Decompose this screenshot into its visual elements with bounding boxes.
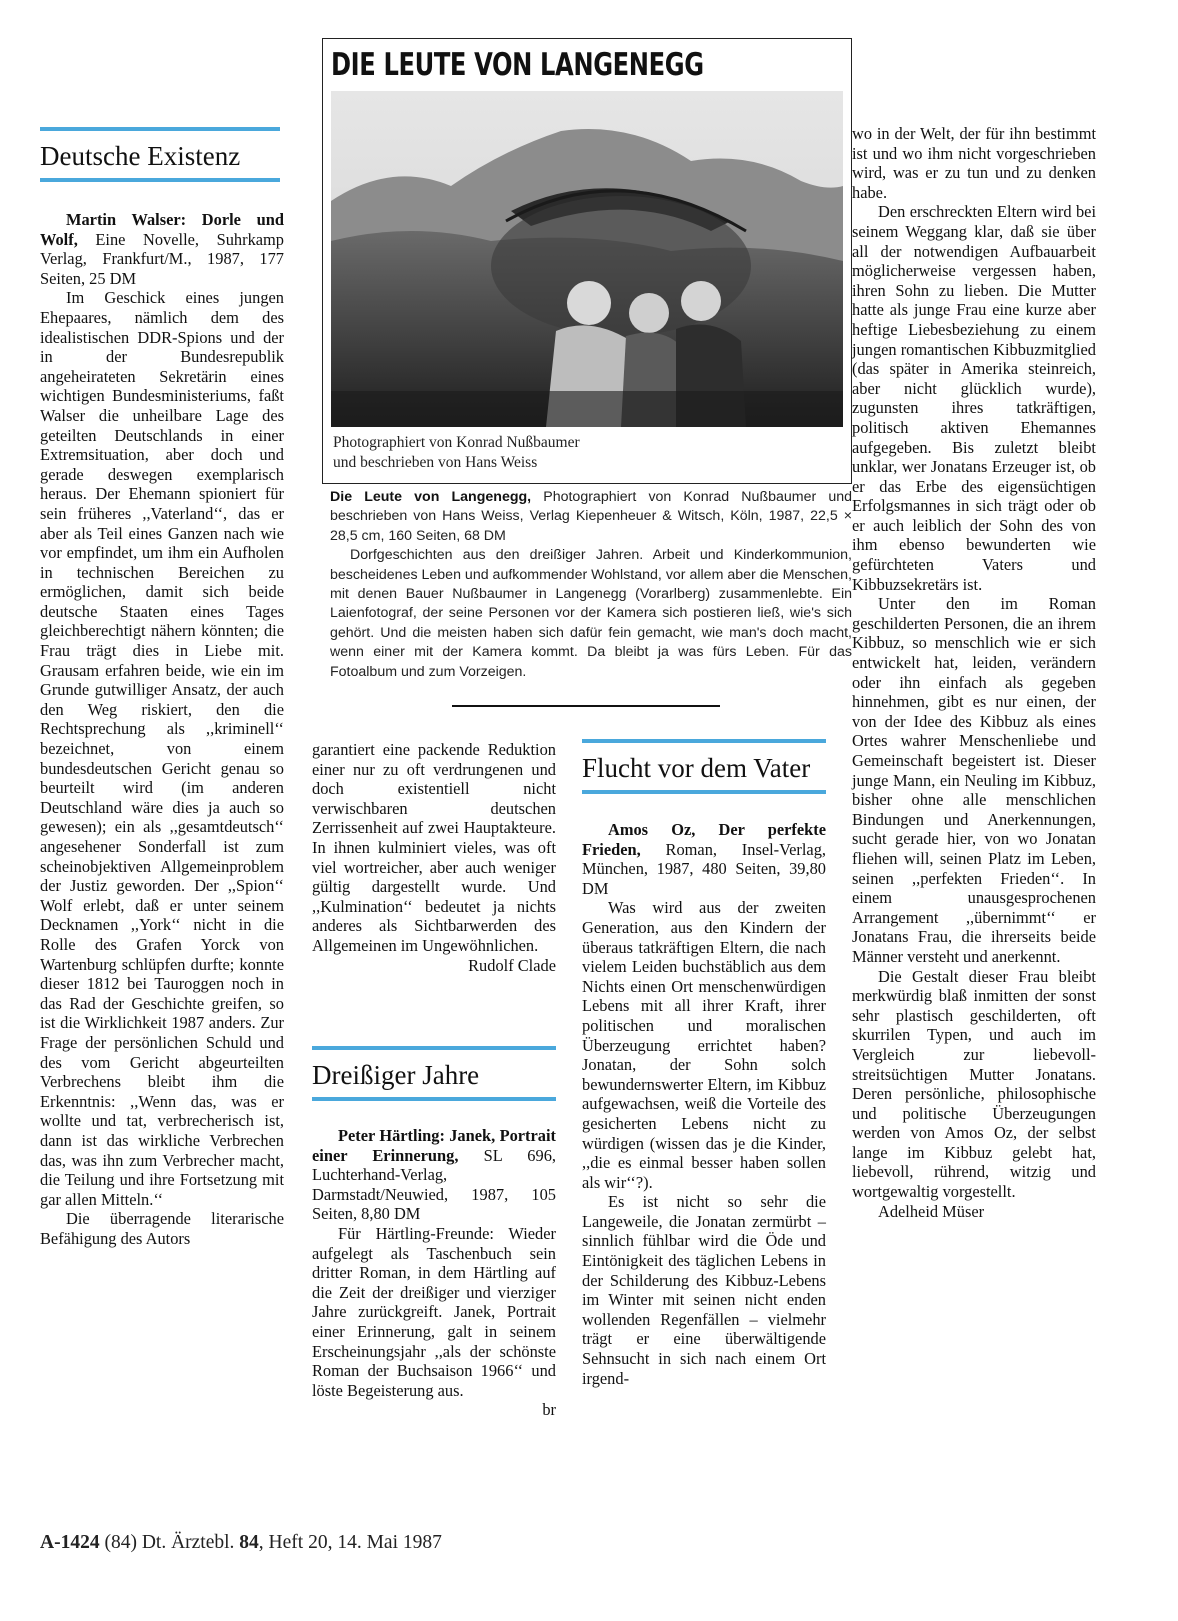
heading-rule-bottom [312,1097,556,1101]
langenegg-review [330,488,852,682]
author-signature: br [542,1400,556,1420]
section-heading-dreissiger-jahre [312,1046,556,1101]
separator-line [452,705,720,707]
bibliography-title: Peter Härtling: Janek, Portrait einer Erinnerung, [312,1126,556,1165]
column-2 [312,740,556,975]
paragraph: garantiert eine packende Reduktion einer nur zu oft verdrungenen und doch existentiell nicht verwischbaren deutschen Zerrissenheit auf zwei Hauptakteure. In ihnen kulminiert vieles, was oft viel wortreicher, aber auch weniger gültig dargestellt wurde. Und ,,Kulmination‘‘ bedeutet ja nichts anderes als Sichtbarwerden des Allgemeinen im Ungewöhnlichen. [312,740,556,955]
paragraph: Für Härtling-Freunde: Wieder aufgelegt als Taschenbuch sein dritter Roman, in dem Härtling auf die Zeit der dreißiger und vierziger Jahre zurückgreift. Janek, Portrait einer Erinnerung, galt in seinem Erscheinungsjahr ,,als der schönste Roman der Buchsaison 1966‘‘ und löste Begeisterung aus. [312,1223,556,1400]
author-signature: Adelheid Müser [878,1201,985,1221]
bibliography-details: Photographiert von Konrad Nußbaumer und beschrieben von Hans Weiss, Verlag Kiepenheuer & Witsch, Köln, 1987, 22,5 × 28,5 cm, 160 Seiten, 68 DM [330,489,853,544]
section-heading-flucht-vor-dem-vater [582,739,826,794]
column-1 [40,210,284,1248]
photo-box [322,38,852,484]
paragraph: Die Gestalt dieser Frau bleibt merkwürdig blaß inmitten der sonst sehr plastisch geschilderten, oft skurrilen Typen, und auch im Vergleich zur liebevoll-streitsüchtigen Mutter Jonatans. Deren persönliche, philosophische und politische Überzeugungen werden von Amos Oz, der selbst lange im Kibbuz gelebt hat, liebevoll, rührend, witzig und wortgewaltig vorgestellt. [852,966,1096,1202]
journal-issue: , Heft 20, 14. Mai 1987 [258,1532,442,1553]
paragraph: wo in der Welt, der für ihn bestimmt ist und wo ihm nicht vorgeschrieben wird, was er zu tun und zu denken habe. [852,124,1096,202]
paragraph: Die überragende literarische Befähigung des Autors [40,1209,284,1248]
page-footer [40,1532,442,1554]
photo-title: DIE LEUTE VON LANGENEGG [331,47,704,83]
bibliography-details: SL 696, Luchterhand-Verlag, Darmstadt/Neuwied, 1987, 105 Seiten, 8,80 DM [312,1145,556,1224]
photo-caption [333,433,580,473]
paragraph: Unter den im Roman geschilderten Personen, die an ihrem Kibbuz, so menschlich wie er sich entwickelt hat, leiden, verändern oder ihn einfach als gegeben hinnehmen, gibt es nur einen, der von der Idee des Kibbuz als eines Ortes wahrer Menschenliebe und Gemeinschaft begeistert ist. Dieser junge Mann, ein Neuling im Kibbuz, bisher ohne alle menschlichen Bindungen und Anerkennungen, sucht gerade hier, von wo Jonatan fliehen will, seinen Platz im Leben, seinen ,,perfekten Frieden‘‘. In einem unausgesprochenen Arrangement ,,übernimmt‘‘ er Jonatans Frau, die ihrerseits beide Männer versteht und anerkennt. [852,594,1096,966]
paragraph: Es ist nicht so sehr die Langeweile, die Jonatan zermürbt – sinnlich fühlbar wird die Öde und Eintönigkeit des täglichen Lebens in der Schilderung des Kibbuz-Lebens im Winter mit seinen nicht enden wollenden Regenfällen – vielmehr trägt er eine überwältigende Sehnsucht in sich nach einem Ort irgend- [582,1192,826,1388]
heading-text: Deutsche Existenz [40,141,241,171]
bibliography-title: Martin Walser: Dorle und Wolf, [40,210,284,249]
photo-caption-line: und beschrieben von Hans Weiss [333,454,538,471]
bibliography-title: Amos Oz, Der perfekte Frieden, [582,820,826,859]
heading-rule-bottom [582,790,826,794]
column-4 [852,124,1096,1221]
bibliography-details: Eine Novelle, Suhrkamp Verlag, Frankfurt/M., 1987, 177 Seiten, 25 DM [40,229,284,288]
paragraph: Den erschreckten Eltern wird bei seinem Weggang klar, daß sie über all der notwendigen Aufbauarbeit möglicherweise vergessen haben, ihren Sohn zu lieben. Die Mutter hatte als junge Frau eine kurze aber heftige Liebesbeziehung zu einem jungen romantischen Kibbuzmitglied (das später in Amerika steinreich, aber nicht glücklich wurde), zugunsten ihres tatkräftigen, politisch aktiven Ehemannes aufgegeben. Bis zuletzt bleibt unklar, wer Jonatans Erzeuger ist, ob er das Erbe des eigensüchtigen Erfolgsmannes in sich trägt oder ob er auch leiblich der Sohn des von ihm ebenso bewunderten wie gefürchteten Vaters und Kibbuzsekretärs ist. [852,202,1096,594]
column-3 [582,820,826,1388]
paragraph: Was wird aus der zweiten Generation, aus den Kindern der überaus tatkräftigen Eltern, die nach vielem Leiden buchstäblich aus dem Nichts einen Ort menschenwürdigen Lebens mit all ihrer Kraft, ihrer politischen und moralischen Überzeugung errichtet haben? Jonatan, der Sohn solch bewundernswerter Eltern, im Kibbuz aufgewachsen, weiß die Vorteile des gesicherten Lebens nicht zu würdigen (wissen das je die Kinder, ,,die es einmal besser haben sollen als wir‘‘?). [582,898,826,1192]
heading-text: Flucht vor dem Vater [582,753,811,783]
heading-rule-bottom [40,178,280,182]
bibliography-details: Roman, Insel-Verlag, München, 1987, 480 Seiten, 39,80 DM [582,839,826,898]
paragraph: Im Geschick eines jungen Ehepaares, nämlich dem des idealistischen DDR-Spions und der in der Bundesrepublik angeheirateten Sekretärin eines wichtigen Bundesministeriums, faßt Walser die unheilbare Lage des geteilten Deutschlands in einer Extremsituation, aber doch und gerade deswegen exemplarisch heraus. Der Ehemann spioniert für sein früheres ,,Vaterland‘‘, das er aber als Teil eines Ganzen nach wie vor empfindet, um ihm ein Aufholen in technischen Bereichen zu ermöglichen, damit sich beide deutsche Staaten eines Tages gleichberechtigt nähern könnten; die Frau trägt dies in Liebe mit. Grausam erfahren beide, wie ein im Grunde gutwilliger Ansatz, der auch den Weg riskiert, den die Rechtsprechung als ,,kriminell‘‘ bezeichnet, von einem bundesdeutschen Gericht genau so beurteilt wird (im anderen Deutschland wäre dies ja auch so gewesen); ein als ,,gesamtdeutsch‘‘ angesehener Sonderfall ist zum scheinobjektiven Allgemeinproblem der Justiz geworden. Der ,,Spion‘‘ Wolf erlebt, daß er unter seinem Decknamen ,,York‘‘ nicht in die Rolle des Grafen Yorck von Wartenburg schlüpfen durfte; konnte dieser 1812 bei Tauroggen noch in das Rad der Geschichte greifen, so ist die Wirklichkeit 1987 anders. Zur Frage der persönlichen Schuld und des vom Gericht abgeurteilten Verbrechens bleibt ihm die Erkenntnis: ,,Wenn das, was er wollte und tat, verbrecherisch ist, dann ist das wirkliche Verbrechen das, was ihn zum Verbrecher macht, die Teilung und ihre Fortsetzung mit gar allen Mitteln.‘‘ [40,288,284,1209]
heading-text: Dreißiger Jahre [312,1060,480,1090]
section-heading-deutsche-existenz [40,127,280,182]
journal-volume: 84 [239,1532,259,1553]
author-signature: Rudolf Clade [468,955,556,975]
bibliography-title: Die Leute von Langenegg, [330,489,532,505]
column-2-lower [312,1126,556,1420]
photo-image [331,91,843,427]
journal-reference: (84) Dt. Ärztebl. [99,1532,240,1553]
review-text: Dorfgeschichten aus den dreißiger Jahren. Arbeit und Kinderkommunion, bescheidenes Leben und aufkommender Wohlstand, vor allem aber die Menschen, mit denen Bauer Nußbaumer in Langenegg (Vorarlberg) zusammenlebte. Ein Laienfotograf, der seine Personen vor der Kamera sich postieren ließ, wie's sich gehört. Und die meisten haben sich dafür fein gemacht, wie man's doch macht, wenn einer mit der Kamera kommt. Da bleibt ja was fürs Leben. Für das Fotoalbum und zum Vorzeigen. [330,547,852,680]
page-number: A-1424 [40,1532,100,1553]
photo-caption-line: Photographiert von Konrad Nußbaumer [333,434,580,451]
